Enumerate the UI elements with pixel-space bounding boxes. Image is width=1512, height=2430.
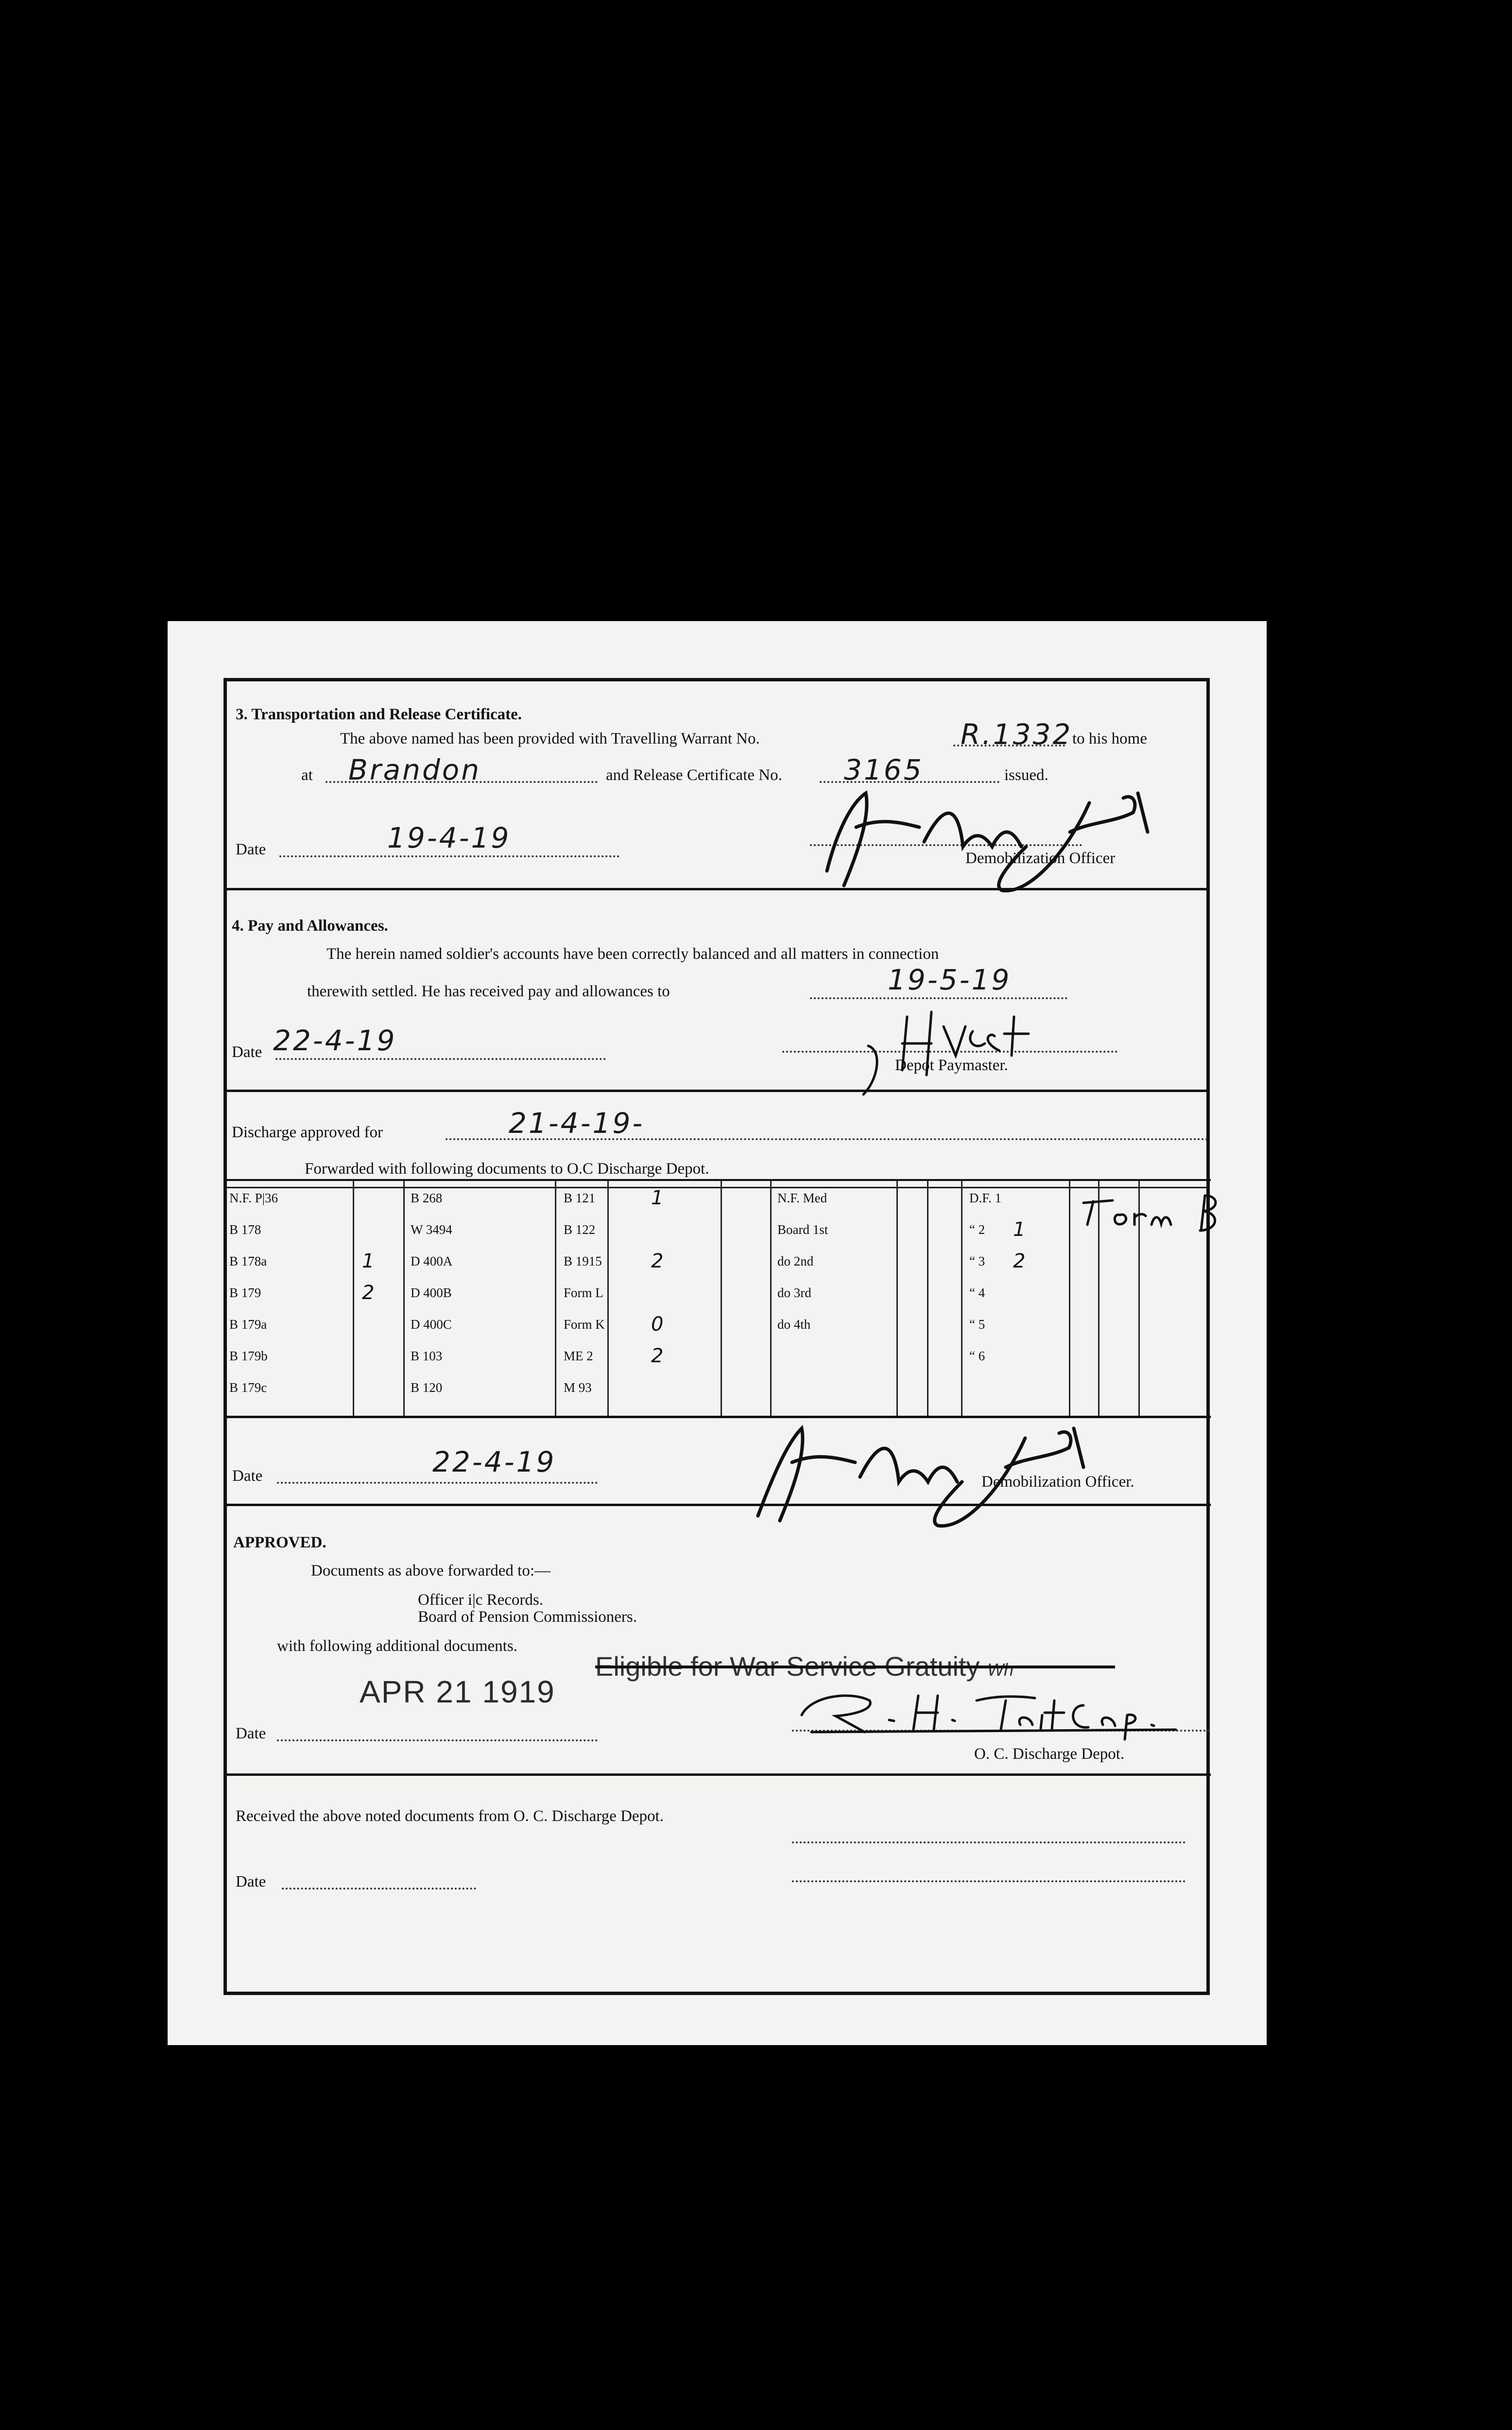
table-cell-col5-0: D.F. 1 bbox=[969, 1191, 1002, 1205]
table-cell-col1_marks-3: 2 bbox=[362, 1282, 375, 1304]
table-date-value: 22-4-19 bbox=[432, 1445, 556, 1478]
table-cell-col5_marks-2: 2 bbox=[1013, 1250, 1026, 1272]
demob-officer-signature bbox=[798, 774, 1186, 895]
section3-officer-label: Demobilization Officer bbox=[965, 850, 1116, 867]
section4-date-label: Date bbox=[232, 1043, 262, 1061]
table-cell-col1_marks-2: 1 bbox=[362, 1250, 375, 1272]
table-cell-col5-5: “ 6 bbox=[969, 1349, 985, 1363]
received-date-label: Date bbox=[236, 1873, 266, 1891]
table-cell-col2-3: D 400B bbox=[411, 1285, 452, 1300]
table-cell-col3-6: M 93 bbox=[564, 1380, 592, 1395]
table-cell-col4-2: do 2nd bbox=[777, 1254, 814, 1268]
table-cell-col2-1: W 3494 bbox=[411, 1222, 452, 1237]
section4-officer-label: Depot Paymaster. bbox=[895, 1057, 1008, 1074]
table-cell-col3_marks-2: 2 bbox=[651, 1250, 664, 1272]
section4-line2: therewith settled. He has received pay and allowances to bbox=[307, 983, 670, 1000]
oc-discharge-label: O. C. Discharge Depot. bbox=[974, 1745, 1125, 1763]
table-date-label: Date bbox=[232, 1467, 263, 1485]
approved-docs-line: Documents as above forwarded to:— bbox=[311, 1562, 551, 1580]
table-cell-col2-6: B 120 bbox=[411, 1380, 443, 1395]
release-label: and Release Certificate No. bbox=[606, 766, 782, 784]
document-sheet bbox=[168, 621, 1267, 2045]
demob-officer-signature-2 bbox=[734, 1404, 1122, 1530]
table-cell-col3-0: B 121 bbox=[564, 1191, 596, 1205]
table-cell-col3-5: ME 2 bbox=[564, 1349, 593, 1363]
table-cell-col3-3: Form L bbox=[564, 1285, 603, 1300]
table-cell-col3-4: Form K bbox=[564, 1317, 605, 1332]
table-cell-col4-4: do 4th bbox=[777, 1317, 811, 1332]
table-cell-col4-1: Board 1st bbox=[777, 1222, 828, 1237]
paymaster-signature bbox=[854, 997, 1058, 1114]
table-cell-col2-4: D 400C bbox=[411, 1317, 452, 1332]
table-officer-label: Demobilization Officer. bbox=[981, 1473, 1134, 1491]
approved-additional: with following additional documents. bbox=[277, 1637, 517, 1655]
warrant-line-suffix: to his home bbox=[1072, 730, 1147, 747]
documents-table bbox=[223, 1179, 1211, 1418]
section3-date-label: Date bbox=[236, 841, 266, 858]
warrant-line-prefix: The above named has been provided with Travelling Warrant No. bbox=[340, 730, 760, 747]
table-cell-col1-6: B 179c bbox=[229, 1380, 267, 1395]
at-label: at bbox=[301, 766, 313, 784]
home-place: Brandon bbox=[348, 753, 481, 786]
table-cell-col1-5: B 179b bbox=[229, 1349, 268, 1363]
table-cell-col1-3: B 179 bbox=[229, 1285, 261, 1300]
table-cell-col4-3: do 3rd bbox=[777, 1285, 811, 1300]
discharge-approved-value: 21-4-19- bbox=[509, 1107, 645, 1140]
approved-heading: APPROVED. bbox=[233, 1534, 326, 1551]
section4-heading: 4. Pay and Allowances. bbox=[232, 917, 388, 935]
table-cell-col2-2: D 400A bbox=[411, 1254, 453, 1268]
table-cell-col5-3: “ 4 bbox=[969, 1285, 985, 1300]
table-cell-col3_marks-0: 1 bbox=[651, 1187, 664, 1209]
table-cell-col3_marks-5: 2 bbox=[651, 1345, 664, 1367]
table-cell-col1-2: B 178a bbox=[229, 1254, 267, 1268]
table-cell-col5-4: “ 5 bbox=[969, 1317, 985, 1332]
discharge-approved-label: Discharge approved for bbox=[232, 1124, 383, 1141]
approved-date-label: Date bbox=[236, 1725, 266, 1742]
warrant-number: R.1332 bbox=[961, 718, 1073, 751]
table-cell-col3_marks-4: 0 bbox=[651, 1313, 664, 1336]
table-cell-col5_marks-1: 1 bbox=[1013, 1218, 1026, 1241]
section3-heading: 3. Transportation and Release Certificate. bbox=[236, 706, 522, 723]
section4-line1: The herein named soldier's accounts have been correctly balanced and all matters in connection bbox=[326, 945, 939, 963]
form-b-handwriting bbox=[1074, 1186, 1229, 1244]
section4-date-value: 22-4-19 bbox=[273, 1024, 397, 1057]
table-cell-col3-1: B 122 bbox=[564, 1222, 596, 1237]
paid-to-date: 19-5-19 bbox=[888, 963, 1012, 996]
approved-recipient2: Board of Pension Commissioners. bbox=[418, 1608, 637, 1626]
lower-section bbox=[223, 1414, 1211, 1995]
gratuity-stamp: Eligible for War Service Gratuity Wh bbox=[595, 1652, 1014, 1684]
table-cell-col2-5: B 103 bbox=[411, 1349, 443, 1363]
table-cell-col5-2: “ 3 bbox=[969, 1254, 985, 1268]
form-b-note bbox=[1079, 1249, 1080, 1250]
release-number: 3165 bbox=[844, 753, 924, 786]
table-cell-col1-1: B 178 bbox=[229, 1222, 261, 1237]
approved-recipient1: Officer i|c Records. bbox=[418, 1591, 543, 1609]
table-cell-col4-0: N.F. Med bbox=[777, 1191, 827, 1205]
forwarded-line: Forwarded with following documents to O.C Discharge Depot. bbox=[305, 1160, 709, 1178]
table-cell-col1-0: N.F. P|36 bbox=[229, 1191, 278, 1205]
table-cell-col3-2: B 1915 bbox=[564, 1254, 602, 1268]
received-stamp-date: APR 21 1919 bbox=[360, 1674, 555, 1709]
table-cell-col2-0: B 268 bbox=[411, 1191, 443, 1205]
table-cell-col5-1: “ 2 bbox=[969, 1222, 985, 1237]
issued-label: issued. bbox=[1004, 766, 1048, 784]
received-line: Received the above noted documents from O. C. Discharge Depot. bbox=[236, 1807, 664, 1825]
section3-date-value: 19-4-19 bbox=[387, 821, 511, 854]
oc-discharge-signature bbox=[792, 1686, 1200, 1744]
table-cell-col1-4: B 179a bbox=[229, 1317, 267, 1332]
